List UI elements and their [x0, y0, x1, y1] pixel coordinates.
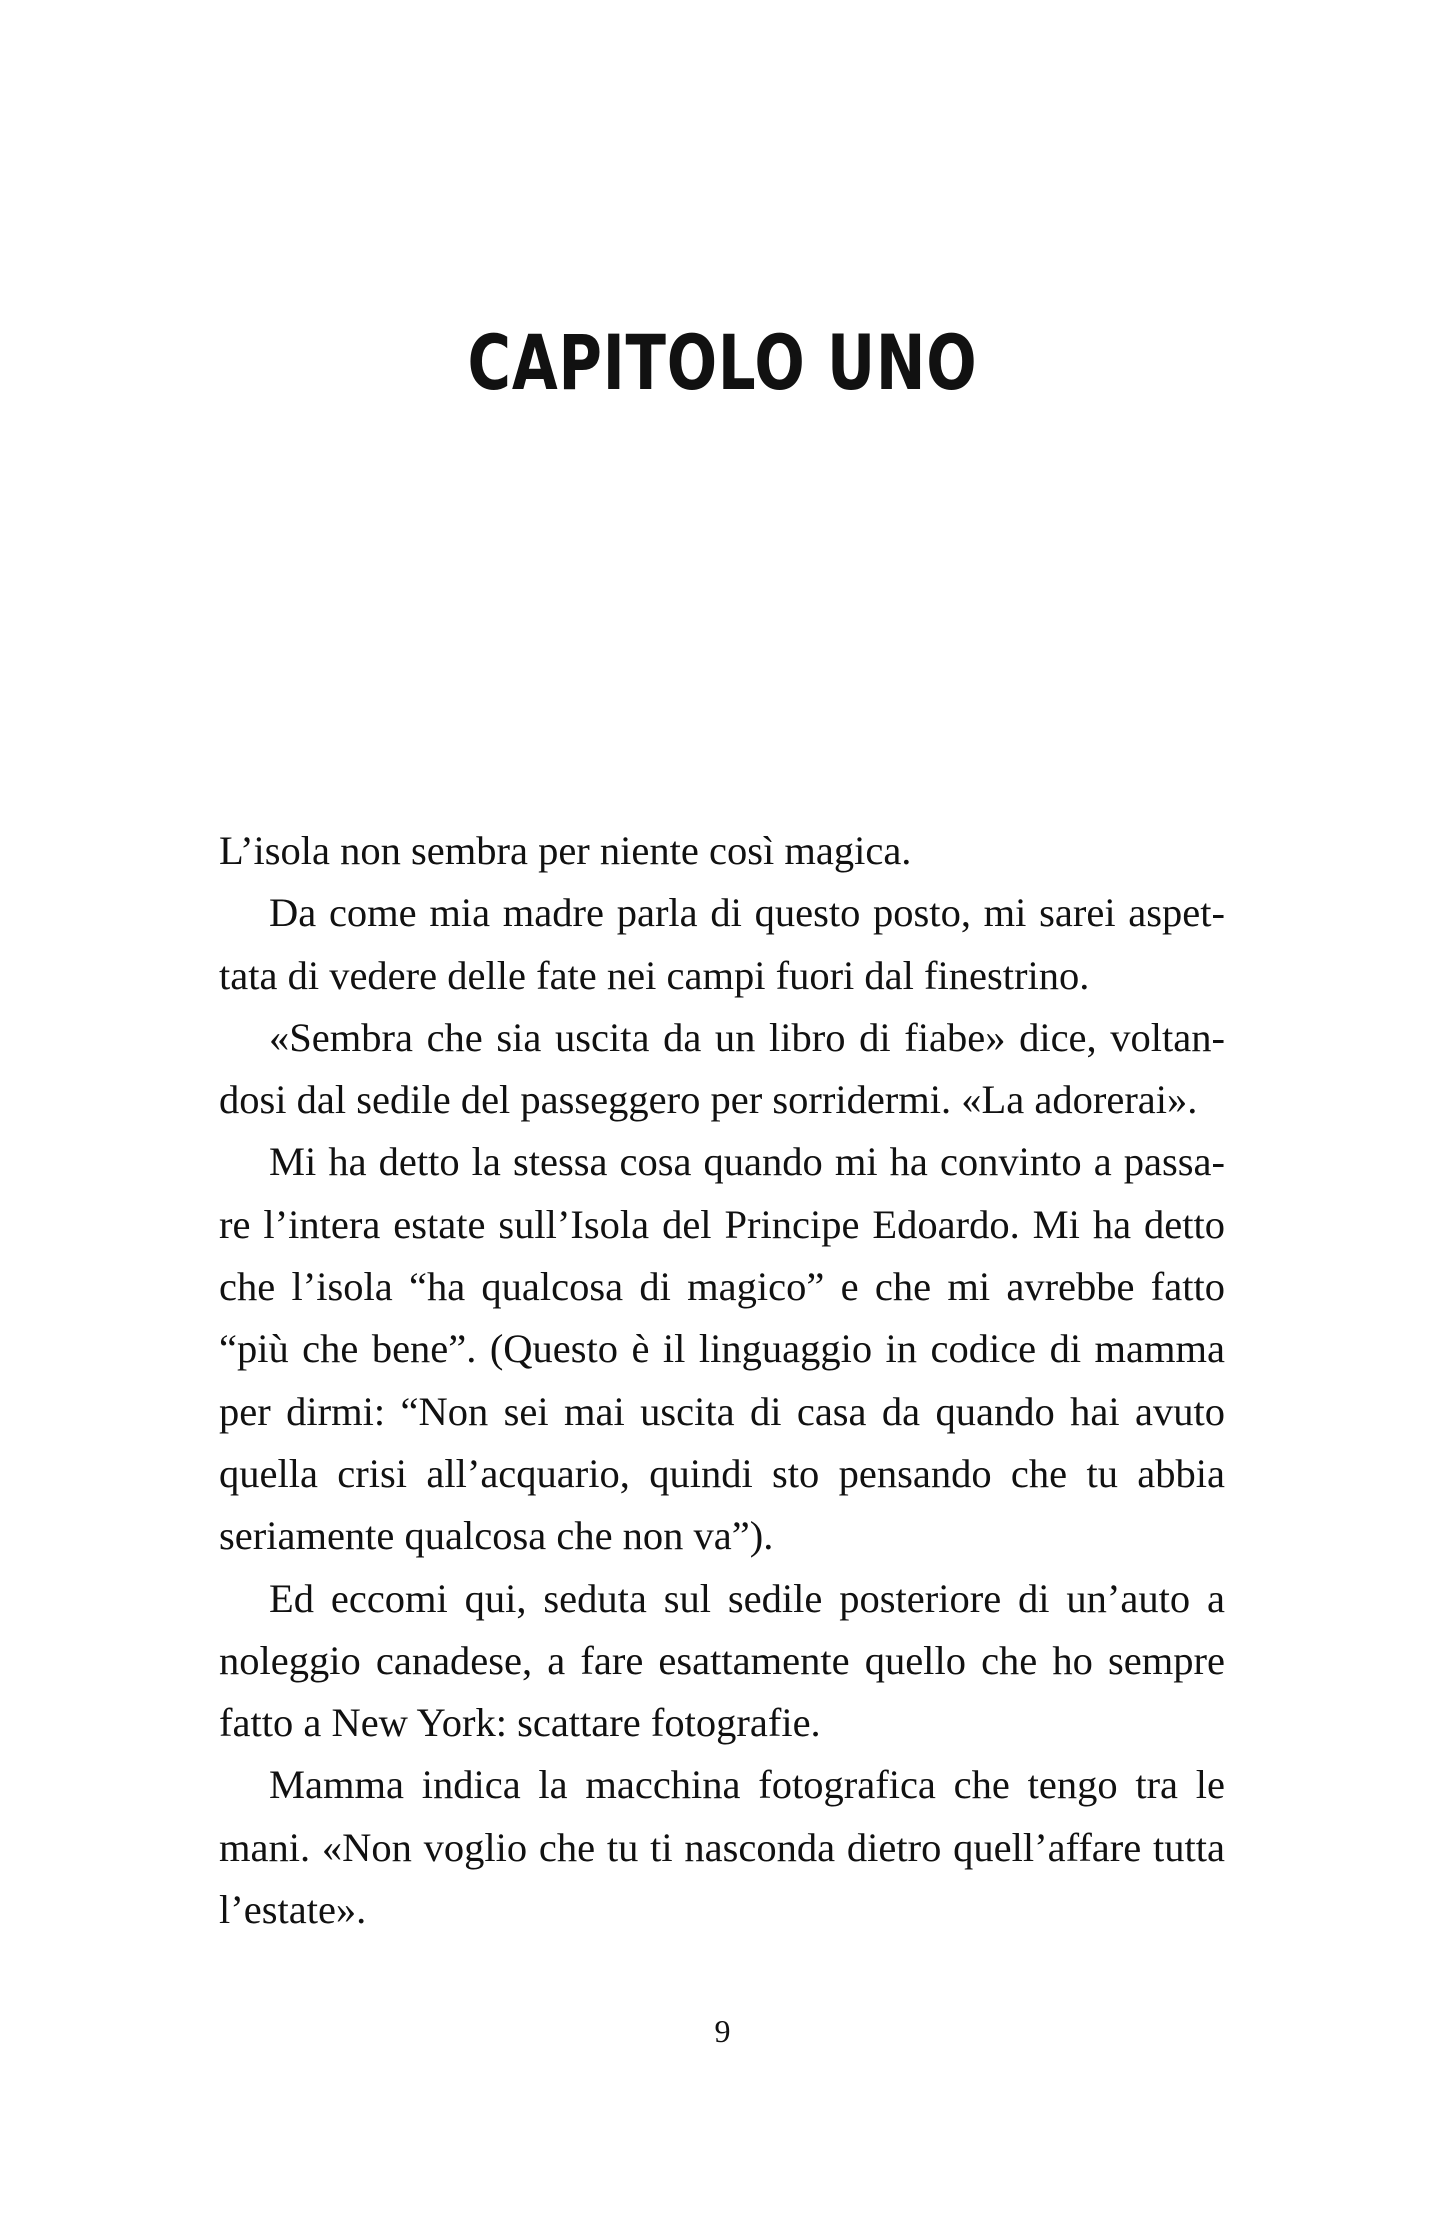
body-text — [219, 820, 1225, 1941]
paragraph — [219, 1131, 1225, 1567]
text-line: dosi dal sedile del passeggero per sorridermi. «La adorerai». — [219, 1077, 1198, 1123]
paragraph — [219, 1007, 1225, 1132]
paragraph — [219, 882, 1225, 1007]
text-line: quella crisi all’acquario, quindi sto pensando che tu abbia — [219, 1450, 1225, 1496]
text-line: re l’intera estate sull’Isola del Principe Edoardo. Mi ha detto — [219, 1201, 1225, 1247]
paragraph — [219, 820, 1225, 882]
paragraph — [219, 1754, 1225, 1941]
page-number: 9 — [714, 2013, 731, 2049]
text-line: mani. «Non voglio che tu ti nasconda dietro quell’affare tutta — [219, 1824, 1225, 1870]
text-line: L’isola non sembra per niente così magica. — [219, 828, 912, 873]
text-line: fatto a New York: scattare fotografie. — [219, 1700, 821, 1746]
text-line: Da come mia madre parla di questo posto, mi sarei aspet- — [269, 890, 1225, 936]
text-line: che l’isola “ha qualcosa di magico” e che mi avrebbe fatto — [219, 1264, 1225, 1310]
text-line: “più che bene”. (Questo è il linguaggio in codice di mamma — [219, 1326, 1225, 1372]
text-line: tata di vedere delle fate nei campi fuori dal finestrino. — [219, 952, 1090, 998]
text-line: l’estate». — [219, 1887, 367, 1933]
text-line: «Sembra che sia uscita da un libro di fiabe» dice, voltan- — [269, 1014, 1225, 1060]
paragraph — [219, 1568, 1225, 1755]
text-line: Mi ha detto la stessa cosa quando mi ha convinto a passa- — [269, 1139, 1225, 1185]
text-line: Ed eccomi qui, seduta sul sedile posteriore di un’auto a — [269, 1575, 1225, 1621]
text-line: noleggio canadese, a fare esattamente quello che ho sempre — [219, 1637, 1225, 1683]
chapter-title: CAPITOLO UNO — [467, 318, 978, 407]
text-line: per dirmi: “Non sei mai uscita di casa da quando hai avuto — [219, 1388, 1225, 1434]
text-line: Mamma indica la macchina fotografica che tengo tra le — [269, 1762, 1225, 1808]
text-line: seriamente qualcosa che non va”). — [219, 1513, 774, 1559]
